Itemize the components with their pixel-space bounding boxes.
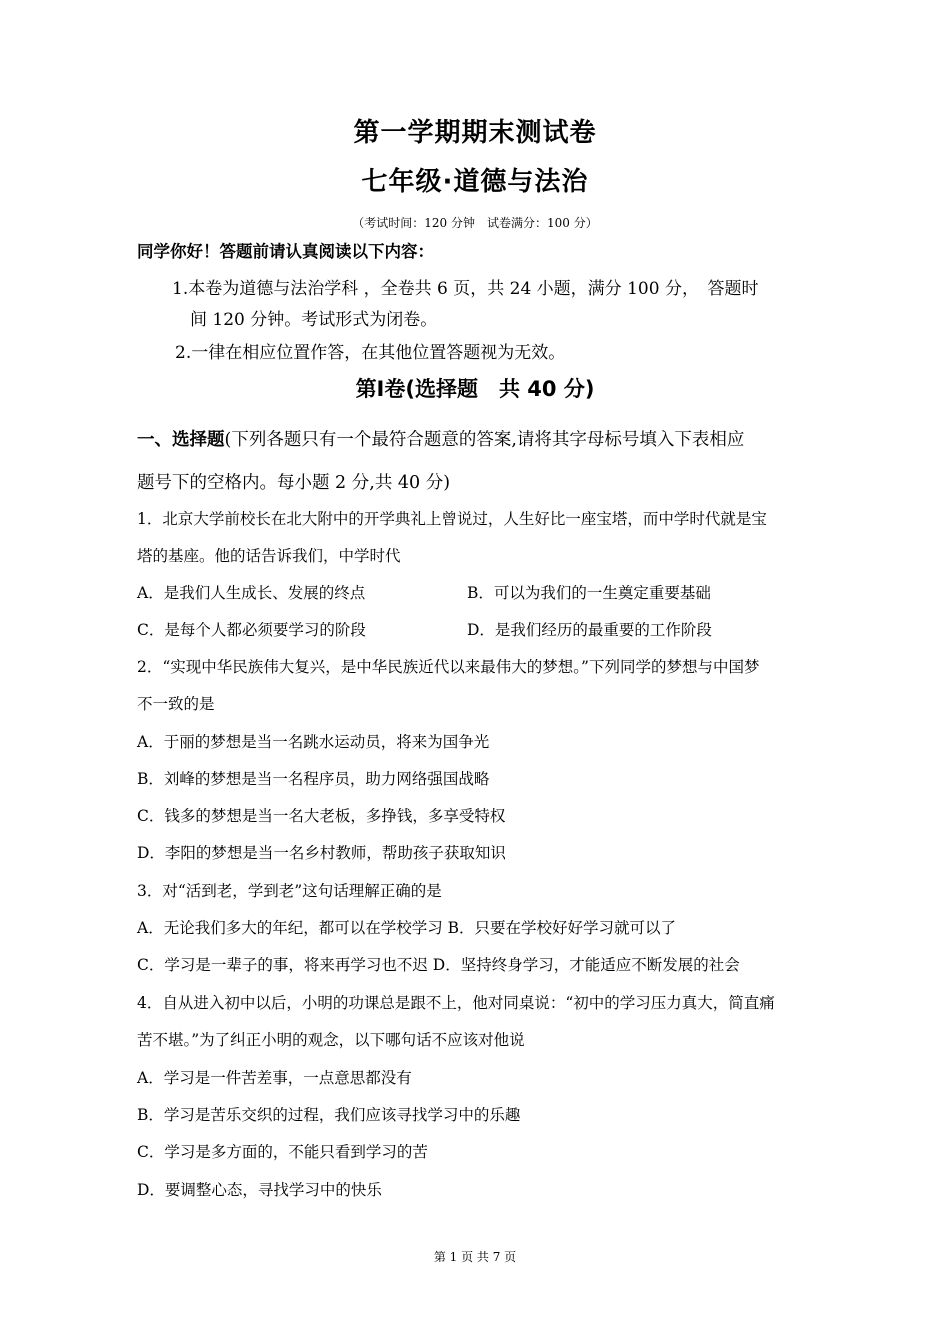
instruction-1-line-2: 间 120 分钟。考试形式为闭卷。 (190, 310, 438, 330)
q1-option-c: C．是每个人都必须要学习的阶段 (137, 621, 366, 639)
q1-stem-line-1: 1．北京大学前校长在北大附中的开学典礼上曾说过，人生好比一座宝塔，而中学时代就是宝 (137, 510, 767, 528)
instruction-1-line-1: 1.本卷为道德与法治学科 ，全卷共 6 页，共 24 小题，满分 100 分， 答题时 (172, 279, 759, 299)
q4-option-c: C．学习是多方面的，不能只看到学习的苦 (137, 1143, 428, 1161)
q1-stem-line-2: 塔的基座。他的话告诉我们，中学时代 (137, 547, 401, 565)
q2-stem-line-1: 2．“实现中华民族伟大复兴，是中华民族近代以来最伟大的梦想。”下列同学的梦想与中国梦 (137, 658, 760, 676)
q3-options-cd: C．学习是一辈子的事，将来再学习也不迟 D．坚持终身学习，才能适应不断发展的社会 (137, 956, 740, 974)
greeting: 同学你好！答题前请认真阅读以下内容： (137, 242, 434, 261)
q1-option-a: A．是我们人生成长、发展的终点 (137, 584, 366, 602)
q4-option-d: D．要调整心态，寻找学习中的快乐 (137, 1181, 382, 1199)
q2-option-b: B．刘峰的梦想是当一名程序员，助力网络强国战略 (137, 770, 490, 788)
q4-stem-line-1: 4．自从进入初中以后，小明的功课总是跟不上，他对同桌说：“初中的学习压力真大，简直痛 (137, 994, 775, 1012)
q2-option-c: C．钱多的梦想是当一名大老板，多挣钱，多享受特权 (137, 807, 506, 825)
q2-option-a: A．于丽的梦想是当一名跳水运动员，将来为国争光 (137, 733, 490, 751)
instruction-2: 2.一律在相应位置作答，在其他位置答题视为无效。 (175, 343, 566, 363)
q1-option-b: B．可以为我们的一生奠定重要基础 (467, 584, 711, 602)
section-heading (137, 426, 744, 451)
exam-info: （考试时间：120 分钟 试卷满分：100 分） (352, 216, 598, 230)
q4-stem-line-2: 苦不堪。”为了纠正小明的观念，以下哪句话不应该对他说 (137, 1031, 525, 1049)
section-heading-bold: 一、选择题 (137, 430, 225, 450)
exam-title: 第一学期期末测试卷 (353, 118, 597, 148)
page-footer: 第 1 页 共 7 页 (433, 1250, 517, 1264)
q2-option-d: D．李阳的梦想是当一名乡村教师，帮助孩子获取知识 (137, 844, 506, 862)
section-heading-rest: (下列各题只有一个最符合题意的答案,请将其字母标号填入下表相应 (224, 430, 745, 450)
q4-option-b: B．学习是苦乐交织的过程，我们应该寻找学习中的乐趣 (137, 1106, 521, 1124)
section-heading-line-2: 题号下的空格内。每小题 2 分,共 40 分) (137, 473, 451, 493)
section-title: 第Ⅰ卷(选择题 共 40 分) (355, 377, 595, 401)
q4-option-a: A．学习是一件苦差事，一点意思都没有 (137, 1069, 412, 1087)
q2-stem-line-2: 不一致的是 (137, 695, 215, 713)
q3-stem: 3．对“活到老，学到老”这句话理解正确的是 (137, 882, 442, 900)
q1-option-d: D．是我们经历的最重要的工作阶段 (467, 621, 712, 639)
q3-options-ab: A．无论我们多大的年纪，都可以在学校学习 B．只要在学校好好学习就可以了 (137, 919, 677, 937)
exam-subtitle: 七年级·道德与法治 (361, 167, 589, 197)
